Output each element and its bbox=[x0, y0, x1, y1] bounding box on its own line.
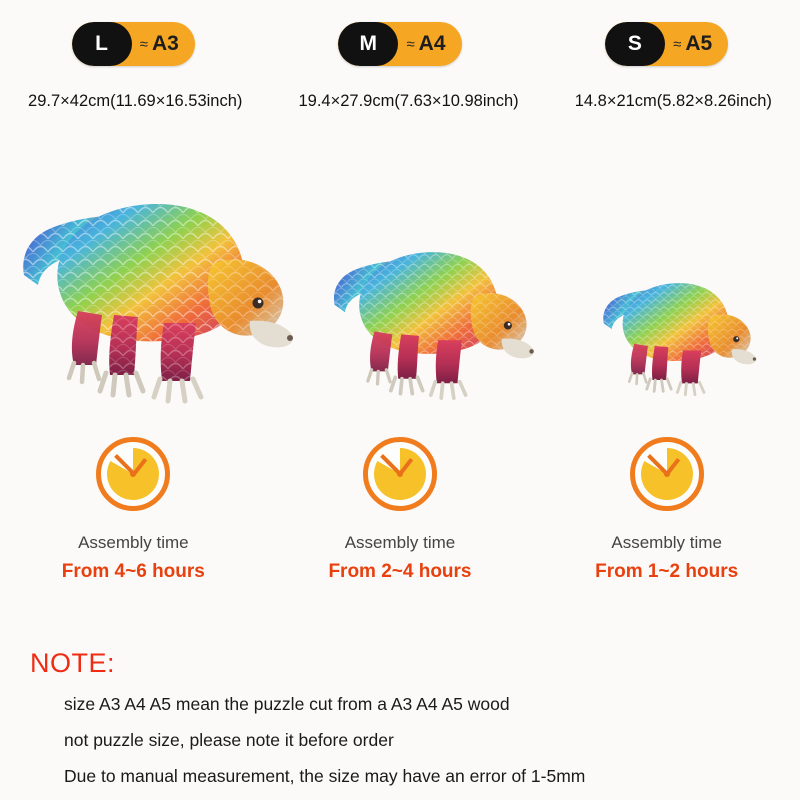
dimensions-l: 29.7×42cm(11.69×16.53inch) bbox=[28, 92, 243, 110]
size-column-l bbox=[0, 22, 266, 66]
pangolin-image-large bbox=[18, 135, 308, 405]
size-badge-paper-s: A5 bbox=[685, 32, 713, 55]
size-badge-l[interactable] bbox=[72, 22, 195, 66]
size-badge-s[interactable] bbox=[605, 22, 728, 66]
dimensions-m: 19.4×27.9cm(7.63×10.98inch) bbox=[298, 92, 519, 110]
artwork-row bbox=[0, 123, 800, 423]
clock-icon bbox=[96, 437, 170, 511]
pangolin-illustration bbox=[330, 201, 545, 401]
assembly-label-m: Assembly time bbox=[344, 533, 456, 552]
note-line-2: not puzzle size, please note it before order bbox=[64, 730, 394, 750]
clock-icon bbox=[630, 437, 704, 511]
dimensions-s: 14.8×21cm(5.82×8.26inch) bbox=[574, 92, 772, 110]
size-badge-letter-m: M bbox=[338, 22, 398, 66]
assembly-label-s: Assembly time bbox=[611, 533, 722, 552]
assembly-column-s bbox=[534, 437, 800, 583]
pangolin-image-medium bbox=[330, 201, 545, 401]
assembly-time-s: From 1~2 hours bbox=[595, 561, 739, 582]
pangolin-illustration bbox=[600, 244, 765, 397]
approx-symbol-icon: ≈ bbox=[406, 35, 415, 53]
dimensions-row bbox=[0, 92, 800, 111]
note-block bbox=[30, 648, 780, 787]
size-badge-m[interactable] bbox=[338, 22, 461, 66]
assembly-time-row bbox=[0, 437, 800, 583]
size-badge-letter-s: S bbox=[605, 22, 665, 66]
clock-icon bbox=[363, 437, 437, 511]
size-badge-row bbox=[0, 0, 800, 66]
assembly-column-l bbox=[0, 437, 266, 583]
size-column-s bbox=[534, 22, 800, 66]
note-line-3: Due to manual measurement, the size may have an error of 1-5mm bbox=[64, 766, 586, 786]
note-title: NOTE: bbox=[30, 648, 116, 678]
assembly-label-l: Assembly time bbox=[78, 533, 189, 552]
pangolin-illustration bbox=[18, 135, 308, 405]
note-line-1: size A3 A4 A5 mean the puzzle cut from a A3 A4 A5 wood bbox=[64, 694, 510, 714]
pangolin-image-small bbox=[600, 244, 765, 397]
size-column-m bbox=[267, 22, 533, 66]
size-badge-paper-l: A3 bbox=[152, 32, 179, 55]
assembly-time-l: From 4~6 hours bbox=[61, 561, 205, 582]
assembly-column-m bbox=[267, 437, 533, 583]
approx-symbol-icon: ≈ bbox=[673, 35, 682, 53]
size-badge-letter-l: L bbox=[72, 22, 132, 66]
assembly-time-m: From 2~4 hours bbox=[328, 561, 472, 582]
size-badge-paper-m: A4 bbox=[418, 32, 446, 55]
approx-symbol-icon: ≈ bbox=[139, 35, 149, 53]
